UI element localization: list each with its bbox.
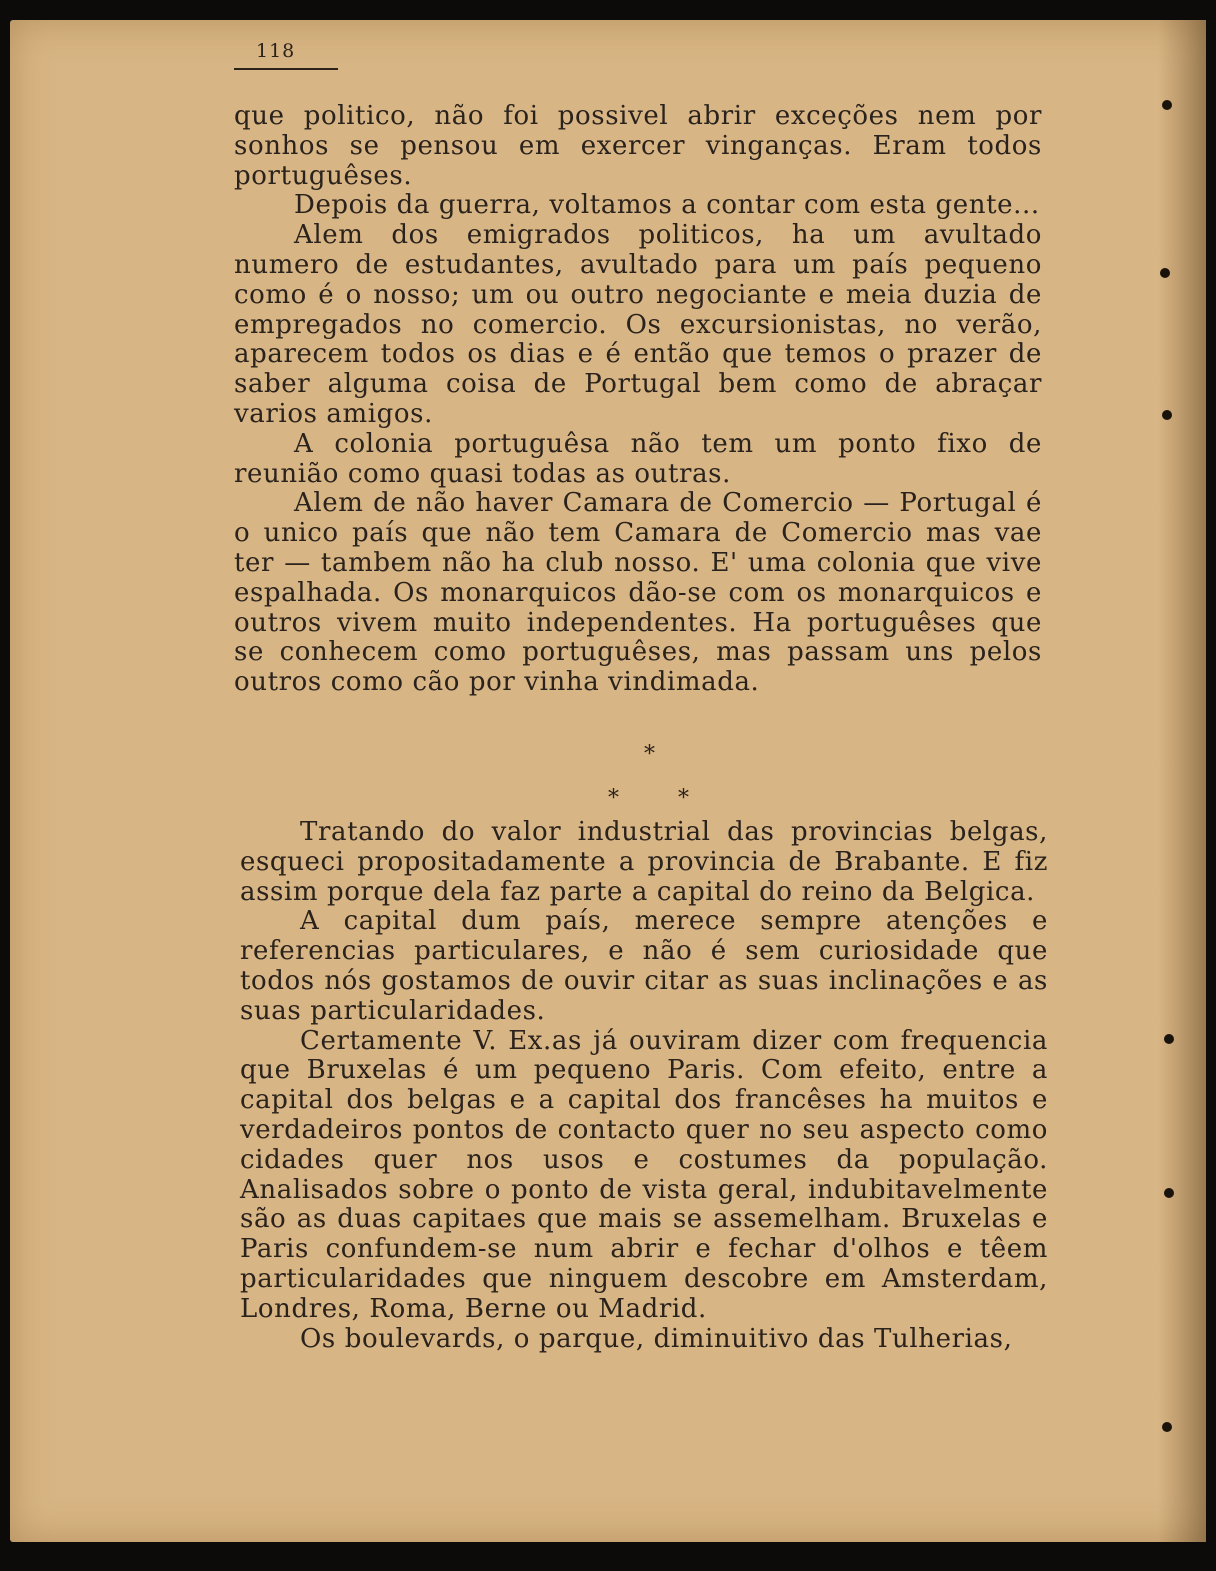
paragraph: A capital dum país, merece sempre atenções e referencias particulares, e não é sem curiosidade que todos nós gostamos de ouvir citar as suas inclinações e as suas particularidades. xyxy=(240,906,1048,1026)
paragraph: A colonia portuguêsa não tem um ponto fixo de reunião como quasi todas as outras. xyxy=(234,428,1042,489)
book-page xyxy=(10,20,1206,1542)
paragraph: Certamente V. Ex.as já ouviram dizer com frequencia que Bruxelas é um pequeno Paris. Com efeito, entre a capital dos belgas e a capital dos francêses ha muitos e verdadeiros pontos de contacto quer no seu aspecto como cidades quer nos usos e costumes da população. Analisados sobre o ponto de vista geral, indubitavelmente são as duas capitaes que mais se assemelham. Bruxelas e Paris confundem-se num abrir e fechar d'olhos e têem particularidades que ninguem descobre em Amsterdam, Londres, Roma, Berne ou Madrid. xyxy=(240,1025,1048,1324)
text-section-one xyxy=(234,102,1042,698)
paragraph: Alem de não haver Camara de Comercio — Portugal é o unico país que não tem Camara de Comercio mas vae ter — tambem não ha club nosso. E' uma colonia que vive espalhada. Os monarquicos dão-se com os monarquicos e outros vivem muito independentes. Ha portuguêses que se conhecem como portuguêses, mas passam uns pelos outros como cão por vinha vindimada. xyxy=(234,488,1042,698)
page-number-rule xyxy=(234,68,338,70)
page-number: 118 xyxy=(256,40,296,62)
page-edge-shadow xyxy=(1158,20,1206,1542)
binding-hole-mark xyxy=(1162,410,1172,420)
binding-hole-mark xyxy=(1164,1188,1174,1198)
paragraph: Alem dos emigrados politicos, ha um avultado numero de estudantes, avultado para um país pequeno como é o nosso; um ou outro negociante e meia duzia de empregados no comercio. Os excursionistas, no verão, aparecem todos os dias e é então que temos o prazer de saber alguma coisa de Portugal bem como de abraçar varios amigos. xyxy=(234,220,1042,429)
binding-hole-mark xyxy=(1160,268,1170,278)
binding-hole-mark xyxy=(1162,100,1172,110)
paragraph: Os boulevards, o parque, diminuitivo das Tulherias, xyxy=(300,1323,1013,1354)
separator-asterisk: * xyxy=(608,786,619,811)
paragraph: que politico, não foi possivel abrir exceções nem por sonhos se pensou em exercer vinganças. Eram todos portuguêses. xyxy=(234,101,1042,191)
paragraph: Tratando do valor industrial das provincias belgas, esqueci propositadamente a provincia de Brabante. E fiz assim porque dela faz parte a capital do reino da Belgica. xyxy=(240,817,1048,907)
binding-hole-mark xyxy=(1162,1422,1172,1432)
paragraph: Depois da guerra, voltamos a contar com esta gente... xyxy=(294,190,1040,221)
separator-asterisk: * xyxy=(644,742,655,767)
text-section-two xyxy=(240,818,1048,1354)
binding-hole-mark xyxy=(1164,1034,1174,1044)
separator-asterisk: * xyxy=(678,786,689,811)
